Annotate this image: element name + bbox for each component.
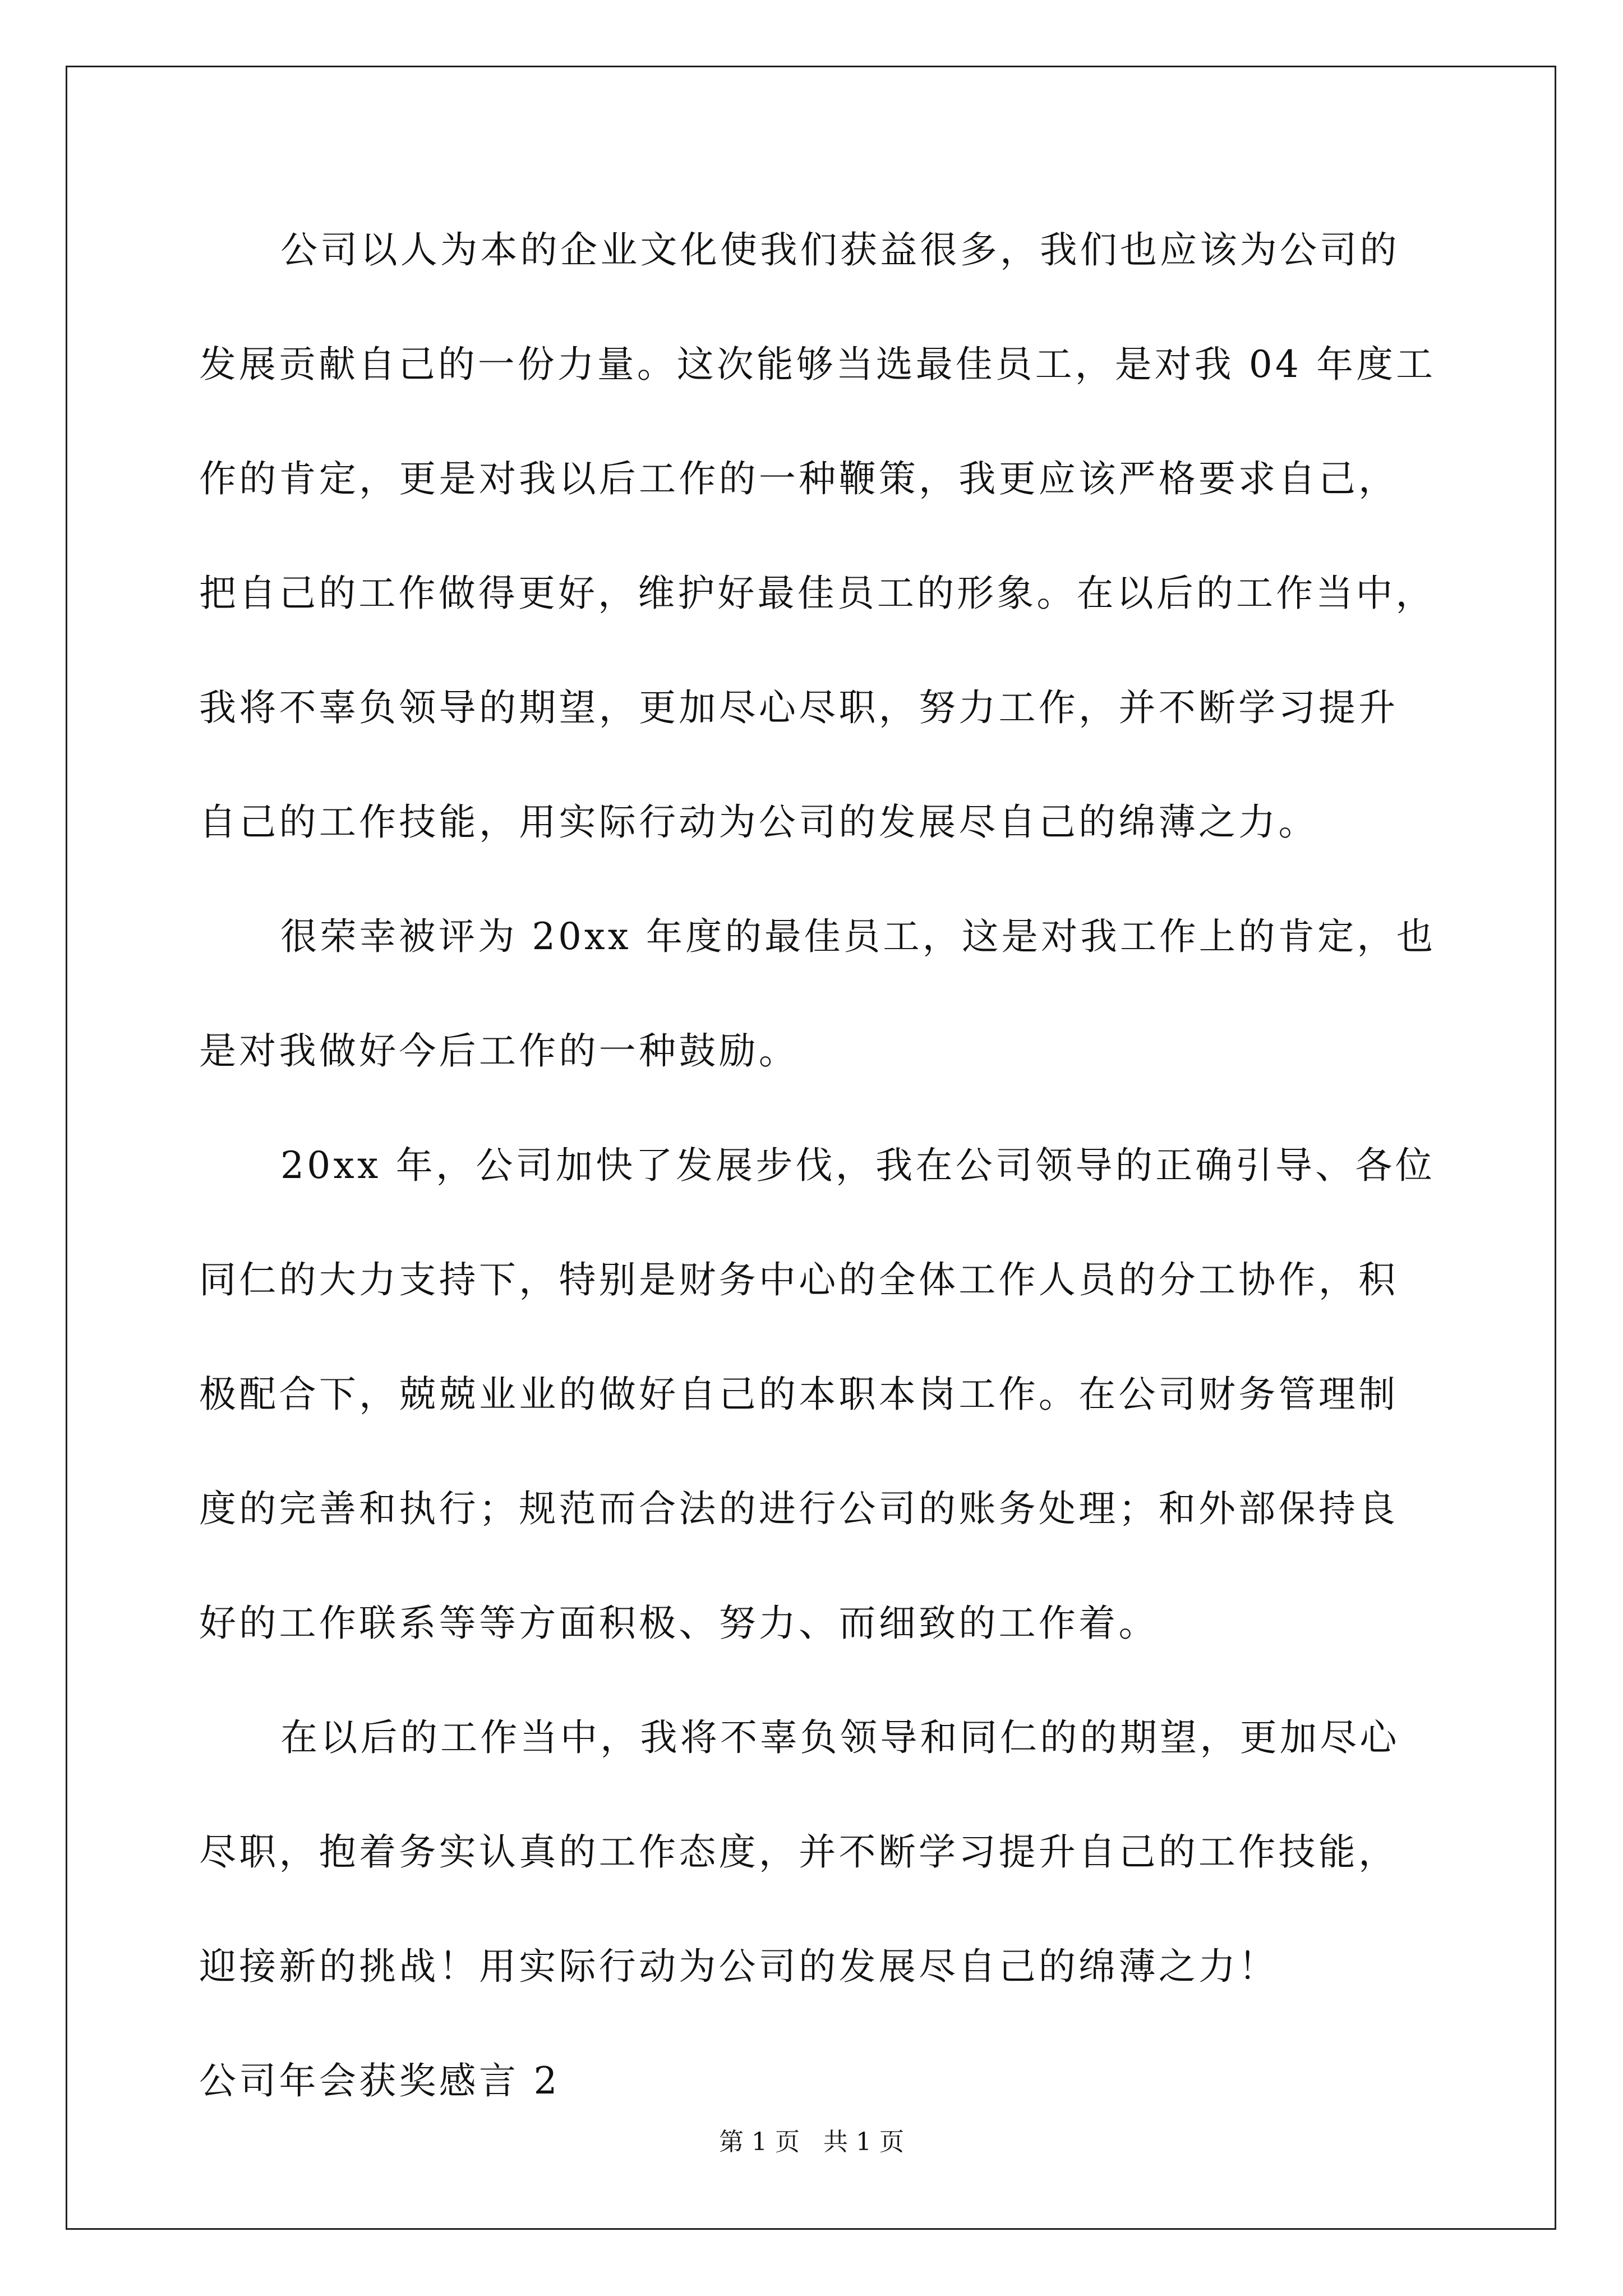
paragraph-1-line-4: 把自己的工作做得更好，维护好最佳员工的形象。在以后的工作当中， [199, 572, 1436, 615]
paragraph-4-line-3: 迎接新的挑战！用实际行动为公司的发展尽自己的绵薄之力！ [199, 1945, 1279, 1988]
paragraph-4-line-1: 在以后的工作当中，我将不辜负领导和同仁的的期望，更加尽心 [280, 1716, 1400, 1759]
paragraph-2-line-1: 很荣幸被评为 20xx 年度的最佳员工，这是对我工作上的肯定，也 [280, 915, 1436, 958]
paragraph-3-line-4: 度的完善和执行；规范而合法的进行公司的账务处理；和外部保持良 [199, 1487, 1399, 1530]
paragraph-1-line-1: 公司以人为本的企业文化使我们获益很多，我们也应该为公司的 [280, 228, 1400, 272]
paragraph-3-line-1: 20xx 年，公司加快了发展步伐，我在公司领导的正确引导、各位 [280, 1144, 1436, 1187]
paragraph-3-line-5: 好的工作联系等等方面积极、努力、而细致的工作着。 [199, 1602, 1159, 1645]
paragraph-3-line-2: 同仁的大力支持下，特别是财务中心的全体工作人员的分工协作，积 [199, 1258, 1399, 1301]
paragraph-2-line-2: 是对我做好今后工作的一种鼓励。 [199, 1029, 799, 1073]
paragraph-1-line-6: 自己的工作技能，用实际行动为公司的发展尽自己的绵薄之力。 [199, 800, 1318, 844]
paragraph-1-line-2: 发展贡献自己的一份力量。这次能够当选最佳员工，是对我 04 年度工 [199, 343, 1436, 386]
paragraph-1-line-5: 我将不辜负领导的期望，更加尽心尽职，努力工作，并不断学习提升 [199, 686, 1399, 729]
paragraph-1-line-3: 作的肯定，更是对我以后工作的一种鞭策，我更应该严格要求自己， [199, 457, 1399, 500]
paragraph-3-line-3: 极配合下，兢兢业业的做好自己的本职本岗工作。在公司财务管理制 [199, 1373, 1399, 1416]
page-number-footer: 第 1 页 共 1 页 [719, 2128, 904, 2156]
section-heading: 公司年会获奖感言 2 [199, 2059, 560, 2102]
paragraph-4-line-2: 尽职，抱着务实认真的工作态度，并不断学习提升自己的工作技能， [199, 1830, 1399, 1874]
